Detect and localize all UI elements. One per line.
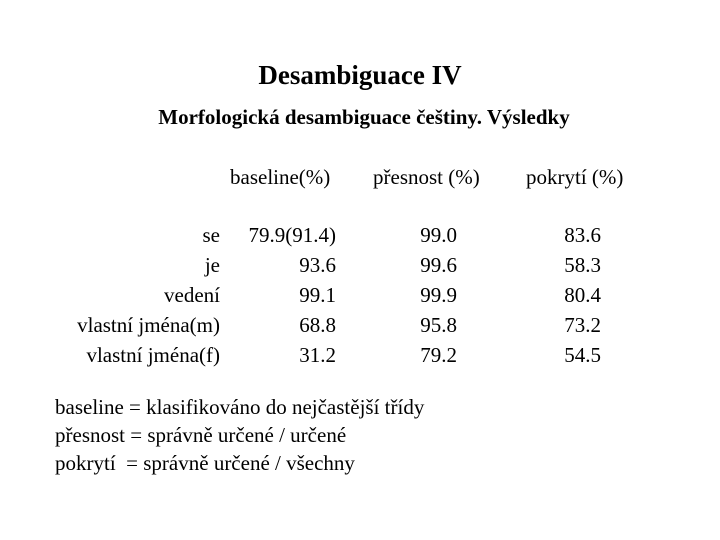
- table-row: [0, 340, 720, 370]
- column-header-coverage: pokrytí (%): [526, 165, 624, 189]
- column-header-precision: přesnost (%): [373, 165, 480, 189]
- baseline-value: 99.1: [299, 283, 336, 307]
- page-title: Desambiguace IV: [258, 60, 462, 90]
- baseline-value: 68.8: [299, 313, 336, 337]
- coverage-value: 80.4: [564, 283, 601, 307]
- definitions: [55, 393, 424, 477]
- table-row: [0, 250, 720, 280]
- row-label: je: [204, 253, 220, 277]
- precision-value: 99.6: [420, 253, 457, 277]
- table-row: [0, 280, 720, 310]
- precision-value: 99.0: [420, 223, 457, 247]
- definition-coverage: pokrytí = správně určené / všechny: [55, 451, 355, 475]
- precision-value: 95.8: [420, 313, 457, 337]
- baseline-value: 79.9(91.4): [248, 223, 336, 247]
- row-label: vedení: [164, 283, 220, 307]
- definition-precision: přesnost = správně určené / určené: [55, 423, 347, 447]
- coverage-value: 54.5: [564, 343, 601, 367]
- baseline-value: 93.6: [299, 253, 336, 277]
- row-label: se: [202, 223, 220, 247]
- coverage-value: 73.2: [564, 313, 601, 337]
- table-body: [0, 220, 720, 370]
- precision-value: 99.9: [420, 283, 457, 307]
- table-row: [0, 220, 720, 250]
- precision-value: 79.2: [420, 343, 457, 367]
- baseline-value: 31.2: [299, 343, 336, 367]
- table-row: [0, 310, 720, 340]
- coverage-value: 83.6: [564, 223, 601, 247]
- definition-baseline: baseline = klasifikováno do nejčastější třídy: [55, 395, 425, 419]
- page-subtitle: Morfologická desambiguace češtiny. Výsledky: [158, 105, 570, 129]
- row-label: vlastní jména(f): [86, 343, 220, 367]
- coverage-value: 58.3: [564, 253, 601, 277]
- row-label: vlastní jména(m): [77, 313, 220, 337]
- column-header-baseline: baseline(%): [230, 165, 331, 189]
